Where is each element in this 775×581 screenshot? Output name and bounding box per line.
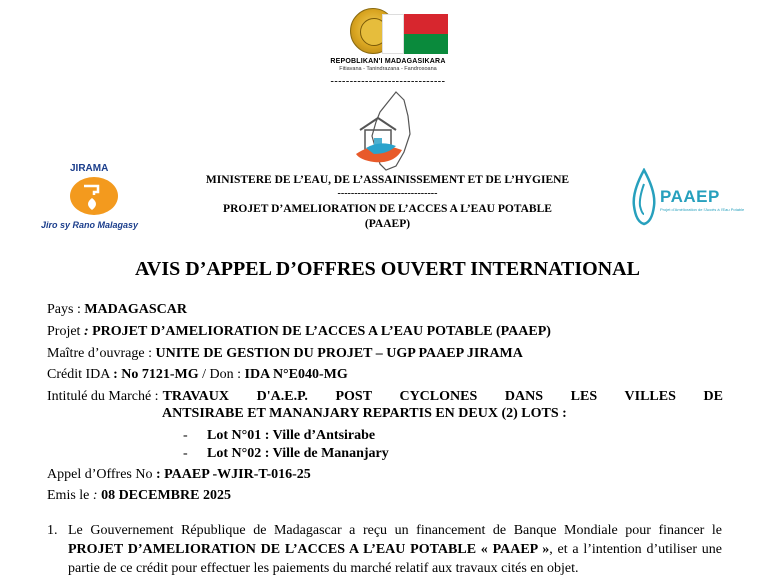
project-line <box>47 324 551 340</box>
document-title: AVIS D’APPEL D’OFFRES OUVERT INTERNATIONAL <box>135 258 640 280</box>
paaep-logo-subtitle: Projet d’Amélioration de l’Accès à l’Eau Potable <box>660 207 745 212</box>
lot-item <box>183 446 389 462</box>
paragraph-text-part: , et a l’intention d’utiliser une partie de ce crédit pour effectuer les paiements du marché relatif aux travaux cités en objet. <box>68 542 722 576</box>
credit-label: Crédit IDA <box>47 367 114 382</box>
contract-title-line <box>47 388 723 406</box>
madagascar-flag <box>382 14 448 54</box>
owner-value: UNITE DE GESTION DU PROJET – UGP PAAEP JIRAMA <box>155 346 523 361</box>
country-label: Pays : <box>47 302 85 317</box>
credit-line <box>47 367 348 383</box>
jirama-logo-title: JIRAMA <box>70 163 109 174</box>
issue-date-label: Emis le <box>47 488 93 503</box>
paragraph-text <box>68 521 722 578</box>
paragraph-project-name: PROJET D’AMELIORATION DE L’ACCES A L’EAU POTABLE « PAAEP » <box>68 542 550 557</box>
lot-item <box>183 428 375 444</box>
lot-label: Lot N°02 : Ville de Mananjary <box>207 446 389 461</box>
paragraph-1 <box>47 521 722 578</box>
jirama-tagline: Jiro sy Rano Malagasy <box>41 220 139 230</box>
ministry-logo <box>350 90 420 172</box>
lot-label: Lot N°01 : Ville d’Antsirabe <box>207 428 376 443</box>
paaep-logo-text: PAAEP <box>660 187 720 206</box>
lot-bullet: - <box>183 428 188 443</box>
contract-title-value: TRAVAUX D'A.E.P. POST CYCLONES DANS LES VILLES DE <box>162 389 723 404</box>
tender-number-label: Appel d’Offres No <box>47 467 156 482</box>
separator-line: ------------------------------ <box>337 188 438 199</box>
project-name: PROJET D’AMELIORATION DE L’ACCES A L’EAU POTABLE <box>223 203 552 215</box>
issue-date-colon: : <box>92 488 102 503</box>
owner-line <box>47 346 523 362</box>
tender-number-value: : PAAEP -WJIR-T-016-25 <box>156 467 311 482</box>
republic-name: REPOBLIKAN'I MADAGASIKARA <box>330 58 446 65</box>
owner-label: Maître d’ouvrage : <box>47 346 156 361</box>
project-abbreviation: (PAAEP) <box>364 218 411 230</box>
tender-number-line <box>47 467 311 483</box>
project-value: PROJET D’AMELIORATION DE L’ACCES A L’EAU POTABLE (PAAEP) <box>92 324 551 339</box>
country-line <box>47 302 187 318</box>
republic-motto: Fitiavana - Tanindrazana - Fandrosoana <box>339 66 437 72</box>
paragraph-text-part: Le Gouvernement République de Madagascar a reçu un financement de Banque Mondiale pour financer le <box>68 523 722 538</box>
grant-value: IDA N°E040-MG <box>244 367 348 382</box>
separator-line: ------------------------------ <box>330 76 446 87</box>
country-value: MADAGASCAR <box>84 302 188 317</box>
issue-date-value: 08 DECEMBRE 2025 <box>101 488 231 503</box>
contract-title-label: Intitulé du Marché : <box>47 389 159 404</box>
lot-bullet: - <box>183 446 188 461</box>
issue-date-line <box>47 488 231 504</box>
ministry-name: MINISTERE DE L’EAU, DE L’ASSAINISSEMENT ET DE L’HYGIENE <box>205 174 570 186</box>
contract-title-value-cont: ANTSIRABE ET MANANJARY REPARTIS EN DEUX (2) LOTS : <box>162 406 567 421</box>
project-colon: : <box>83 324 93 339</box>
credit-value: : No 7121-MG <box>113 367 199 382</box>
project-label: Projet <box>47 324 84 339</box>
paragraph-number: 1. <box>47 523 58 538</box>
grant-label: / Don : <box>198 367 245 382</box>
